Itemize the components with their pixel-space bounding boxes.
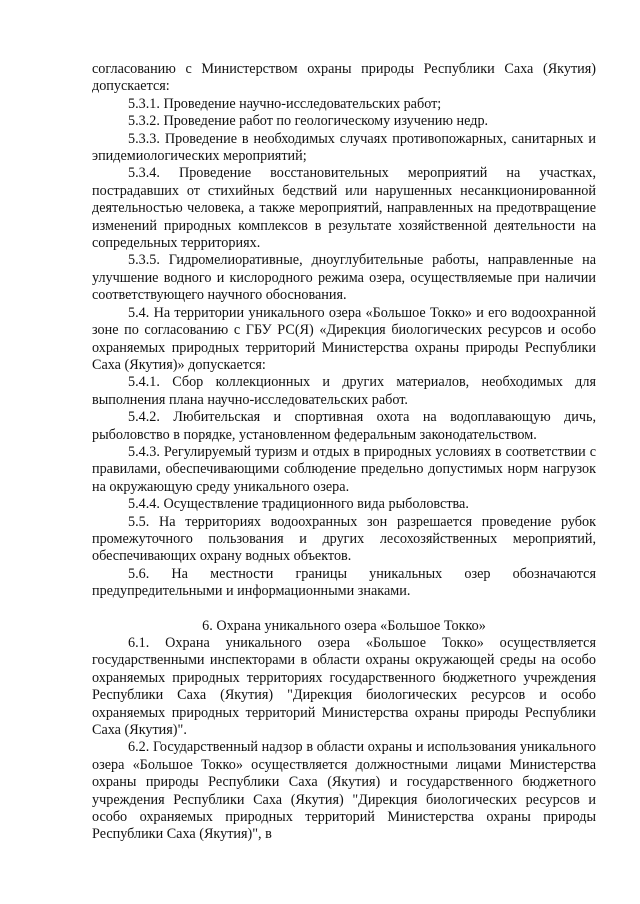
paragraph-6-2: 6.2. Государственный надзор в области охраны и использования уникального озера «Большое Токко» осуществляется должностными лицами Министерства охраны природы Республики Саха (Якутия) и государственного бюджетного учреждения Республики Саха (Якутия) "Дирекция биологических ресурсов и особо охраняемых природных территорий Министерства охраны природы Республики Саха (Якутия)", в bbox=[92, 739, 596, 843]
paragraph-5-4-4: 5.4.4. Осуществление традиционного вида рыболовства. bbox=[128, 496, 469, 513]
paragraph-5-4-2: 5.4.2. Любительская и спортивная охота на водоплавающую дичь, рыболовство в порядке, установленном федеральным законодательством. bbox=[92, 409, 596, 443]
paragraph-5-3-2: 5.3.2. Проведение работ по геологическому изучению недр. bbox=[128, 113, 489, 130]
paragraph-5-4-3: 5.4.3. Регулируемый туризм и отдых в природных условиях в соответствии с правилами, обеспечивающими соблюдение предельно допустимых норм нагрузок на окружающую среду уникального озера. bbox=[92, 443, 596, 495]
paragraph-5-5: 5.5. На территориях водоохранных зон разрешается проведение рубок промежуточного пользования и других лесохозяйственных мероприятий, обеспечивающих охрану водных объектов. bbox=[92, 513, 596, 565]
paragraph-5-3-4: 5.3.4. Проведение восстановительных мероприятий на участках, пострадавших от стихийных бедствий или нарушенных несанкционированной деятельностью человека, а также мероприятий, направленных на предотвращение изменений природных комплексов в результате хозяйственной деятельности на сопредельных территориях. bbox=[92, 165, 596, 252]
paragraph-6-1: 6.1. Охрана уникального озера «Большое Токко» осуществляется государственными инспекторами в области охраны окружающей среды на особо охраняемых природных территориях государственного бюджетного учреждения Республики Саха (Якутия) "Дирекция биологических ресурсов и особо охраняемых природных территорий Министерства охраны природы Республики Саха (Якутия)". bbox=[92, 635, 596, 739]
paragraph-5-4-1: 5.4.1. Сбор коллекционных и других материалов, необходимых для выполнения плана научно-исследовательских работ. bbox=[92, 374, 596, 408]
paragraph-5-3-5: 5.3.5. Гидромелиоративные, дноуглубительные работы, направленные на улучшение водного и кислородного режима озера, осуществляемые при наличии соответствующего научного обоснования. bbox=[92, 252, 596, 304]
paragraph-5-3-1: 5.3.1. Проведение научно-исследовательских работ; bbox=[128, 95, 442, 112]
paragraph-5-6: 5.6. На местности границы уникальных озер обозначаются предупредительными и информационными знаками. bbox=[92, 565, 596, 600]
paragraph-5-3-3: 5.3.3. Проведение в необходимых случаях противопожарных, санитарных и эпидемиологических мероприятий; bbox=[92, 130, 596, 165]
paragraph-5-4: 5.4. На территории уникального озера «Большое Токко» и его водоохранной зоне по согласованию с ГБУ РС(Я) «Дирекция биологических ресурсов и особо охраняемых природных территорий Министерства охраны природы Республики Саха (Якутия)» допускается: bbox=[92, 304, 596, 373]
section-heading: 6. Охрана уникального озера «Большое Токко» bbox=[202, 617, 486, 634]
paragraph-continuation: согласованию с Министерством охраны природы Республики Саха (Якутия) допускается: bbox=[92, 61, 596, 95]
